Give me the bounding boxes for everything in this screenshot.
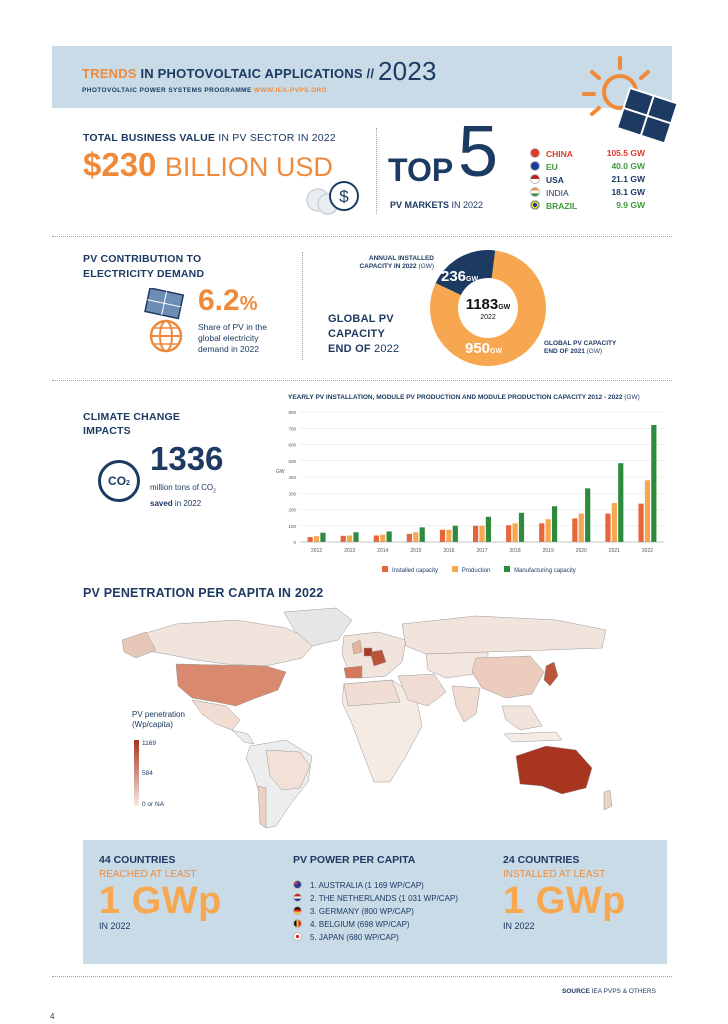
market-value: 21.1 GW: [611, 174, 645, 184]
co2-icon: [98, 460, 140, 502]
bar-manufacturing-capacity: [552, 506, 557, 542]
right-big: 1 GWp: [503, 880, 626, 922]
power-per-capita-title: PV POWER PER CAPITA: [293, 854, 416, 866]
map-country-japan: [544, 662, 558, 686]
top5-caption-bold: PV MARKETS: [390, 200, 450, 210]
map-country-chile: [258, 786, 266, 828]
co2-description: [150, 482, 216, 509]
eu-flag-icon: [530, 161, 540, 171]
previous-label-line: END OF 2021: [544, 348, 585, 355]
bar-installed-capacity: [308, 537, 313, 542]
y-axis-label: GW: [276, 469, 285, 475]
india-flag-icon: [530, 187, 540, 197]
netherlands-flag-icon: [293, 893, 302, 902]
page-title: [82, 56, 437, 87]
map-legend-title-line: (Wp/capita): [132, 720, 173, 729]
market-name: INDIA: [546, 188, 569, 198]
bar-production: [612, 503, 617, 542]
belgium-flag-icon: [293, 919, 302, 928]
market-row: [530, 174, 645, 185]
market-name: CHINA: [546, 149, 573, 159]
x-tick-label: 2012: [310, 548, 323, 554]
business-value-label: [83, 132, 336, 144]
map-region-central-america: [232, 730, 254, 744]
contribution-title-line: PV CONTRIBUTION TO: [83, 253, 202, 265]
yearly-pv-bar-chart: [270, 404, 670, 560]
y-tick-label: 200: [288, 507, 296, 513]
title-rest: IN PHOTOVOLTAIC APPLICATIONS //: [140, 66, 375, 81]
x-tick-label: 2019: [542, 548, 554, 554]
legend-swatch: [504, 566, 510, 572]
market-row: [530, 200, 645, 211]
ranking-row: [293, 893, 458, 903]
x-tick-label: 2013: [344, 548, 356, 554]
bar-manufacturing-capacity: [453, 526, 458, 542]
ranking-label: 3. GERMANY (800 WP/CAP): [310, 907, 414, 916]
ranking-label: 2. THE NETHERLANDS (1 031 WP/CAP): [310, 894, 458, 903]
header-subtitle: [82, 87, 327, 94]
left-reached: REACHED AT LEAST: [99, 869, 197, 880]
bar-manufacturing-capacity: [387, 531, 392, 542]
bar-production: [314, 536, 319, 542]
co2-desc-sub: 2: [213, 488, 216, 495]
y-tick-label: 100: [288, 523, 296, 529]
bar-production: [347, 536, 352, 543]
annual-value: [441, 268, 478, 286]
bar-manufacturing-capacity: [420, 527, 425, 542]
right-summary: [503, 854, 626, 931]
bar-manufacturing-capacity: [585, 488, 590, 542]
y-tick-label: 300: [288, 491, 296, 497]
co2-icon-sub: 2: [126, 480, 130, 487]
bar-manufacturing-capacity: [651, 425, 656, 542]
co2-value: 1336: [150, 440, 224, 477]
center-year: 2022: [480, 314, 496, 321]
annual-label-unit: (GW): [418, 263, 434, 270]
top5-heading: [388, 152, 453, 189]
bar-installed-capacity: [473, 526, 478, 542]
separator: [376, 128, 377, 214]
market-row: [530, 161, 645, 172]
map-legend-max: 1169: [142, 740, 156, 747]
top5-caption-rest: IN 2022: [451, 200, 484, 210]
map-legend-gradient: [134, 740, 139, 806]
bar-manufacturing-capacity: [618, 463, 623, 542]
bar-production: [579, 514, 584, 542]
bar-installed-capacity: [506, 525, 511, 542]
share-desc-line: demand in 2022: [198, 344, 259, 354]
right-installed: INSTALLED AT LEAST: [503, 869, 606, 880]
market-value: 9.9 GW: [616, 200, 645, 210]
y-tick-label: 500: [288, 458, 296, 464]
map-region-north-africa: [344, 680, 400, 706]
ranking-label: 1. AUSTRALIA (1 169 WP/CAP): [310, 881, 424, 890]
left-summary: [99, 854, 222, 931]
y-tick-label: 600: [288, 442, 296, 448]
bar-manufacturing-capacity: [486, 517, 491, 542]
co2-icon-text: CO: [108, 474, 127, 488]
market-row: [530, 187, 645, 198]
separator: [302, 252, 303, 360]
bar-installed-capacity: [638, 504, 643, 542]
map-country-india: [452, 686, 480, 722]
bar-manufacturing-capacity: [519, 513, 524, 542]
map-country-australia: [516, 746, 592, 794]
summary-box: [83, 840, 667, 964]
japan-flag-icon: [293, 932, 302, 941]
business-label-bold: TOTAL BUSINESS VALUE: [83, 132, 216, 144]
market-name: BRAZIL: [546, 201, 578, 211]
market-name: EU: [546, 162, 558, 172]
brazil-flag-icon: [530, 200, 540, 210]
center-number: 1183: [465, 296, 499, 313]
map-legend-title-line: PV penetration: [132, 710, 185, 719]
business-amount: $230: [83, 146, 157, 183]
bar-production: [546, 519, 551, 542]
capacity-title-year: 2022: [374, 343, 400, 355]
legend-swatch: [382, 566, 388, 572]
previous-value: [465, 340, 502, 358]
bar-installed-capacity: [440, 530, 445, 542]
map-legend-min: 0 or NA: [142, 801, 165, 808]
bar-production: [413, 532, 418, 542]
market-row: [530, 148, 645, 159]
business-unit: BILLION USD: [164, 152, 333, 182]
business-label-rest: IN PV SECTOR IN 2022: [218, 132, 336, 144]
subtitle-programme: PHOTOVOLTAIC POWER SYSTEMS PROGRAMME: [82, 87, 252, 94]
bar-production: [479, 526, 484, 542]
previous-label-unit: (GW): [586, 348, 603, 355]
annual-label-line: CAPACITY IN 2022: [359, 263, 417, 270]
top5-number: 5: [458, 112, 499, 192]
share-number: 6.2: [198, 284, 240, 317]
y-tick-label: 700: [288, 426, 296, 432]
bar-installed-capacity: [341, 536, 346, 542]
contribution-title-line: ELECTRICITY DEMAND: [83, 268, 205, 280]
top5-caption: [390, 200, 483, 210]
bar-production: [380, 535, 385, 542]
market-value: 105.5 GW: [606, 148, 645, 158]
germany-flag-icon: [293, 906, 302, 915]
top-word: TOP: [388, 152, 454, 188]
ranking-label: 4. BELGIUM (698 WP/CAP): [310, 920, 410, 929]
center-unit: GW: [498, 304, 511, 311]
annual-unit: GW: [466, 276, 479, 283]
co2-desc-rest: in 2022: [174, 498, 202, 508]
legend-item: [504, 568, 576, 574]
capacity-title: [328, 312, 399, 357]
market-value: 18.1 GW: [611, 187, 645, 197]
x-tick-label: 2021: [608, 548, 620, 554]
legend-swatch: [452, 566, 458, 572]
legend-item: [382, 568, 438, 574]
top5-market-list: [530, 148, 650, 212]
map-region-indonesia: [504, 732, 562, 742]
map-country-china: [472, 656, 544, 698]
header-banner: [52, 46, 672, 108]
world-map: [116, 606, 620, 836]
right-count: 24 COUNTRIES: [503, 854, 580, 866]
x-tick-label: 2014: [377, 548, 389, 554]
bar-installed-capacity: [572, 518, 577, 542]
x-tick-label: 2018: [509, 548, 521, 554]
bar-manufacturing-capacity: [320, 533, 325, 542]
left-big: 1 GWp: [99, 880, 222, 922]
title-trends: TRENDS: [82, 66, 137, 81]
solar-panel-sun-icon: [580, 50, 690, 146]
usa-flag-icon: [530, 174, 540, 184]
ranking-list: [293, 880, 493, 950]
map-country-netherlands: [364, 648, 372, 656]
map-country-canada: [136, 620, 316, 666]
bar-installed-capacity: [605, 514, 610, 542]
previous-number: 950: [465, 340, 491, 357]
x-tick-label: 2017: [476, 548, 488, 554]
pv-share: [198, 284, 258, 318]
chart-title: [288, 394, 640, 401]
market-value: 40.0 GW: [611, 161, 645, 171]
share-desc-line: Share of PV in the: [198, 322, 267, 332]
previous-capacity-label: [544, 340, 616, 356]
business-value: [83, 146, 333, 184]
annual-capacity-label: [346, 255, 434, 271]
bar-production: [645, 480, 650, 542]
previous-label-line: GLOBAL PV CAPACITY: [544, 340, 617, 347]
map-title: PV PENETRATION PER CAPITA IN 2022: [83, 586, 324, 600]
chart-title-unit: (GW): [624, 394, 640, 401]
x-tick-label: 2022: [641, 548, 654, 554]
chart-legend: [382, 566, 576, 574]
china-flag-icon: [530, 148, 540, 158]
capacity-title-line: CAPACITY: [328, 328, 386, 340]
share-percent: %: [239, 293, 258, 315]
co2-desc-text: million tons of CO: [150, 483, 214, 492]
bar-installed-capacity: [407, 534, 412, 542]
coins-dollar-icon: [304, 180, 362, 216]
left-year: IN 2022: [99, 921, 131, 931]
climate-title: [83, 410, 180, 438]
bar-installed-capacity: [374, 536, 379, 543]
source-rest: IEA PVPS & OTHERS: [591, 988, 656, 995]
title-year: 2023: [378, 56, 437, 86]
map-region-southeast-asia: [502, 706, 542, 730]
page-number: 4: [50, 1012, 55, 1021]
capacity-title-bold: END OF: [328, 343, 371, 355]
y-tick-label: 800: [288, 410, 296, 415]
bar-manufacturing-capacity: [353, 532, 358, 542]
source-note: [562, 988, 656, 995]
ranking-row: [293, 932, 399, 942]
australia-flag-icon: [293, 880, 302, 889]
source-bold: SOURCE: [562, 988, 590, 995]
co2-desc-bold: saved: [150, 498, 173, 508]
share-desc-line: global electricity: [198, 333, 259, 343]
legend-label: Manufacturing capacity: [514, 568, 576, 574]
svg-text:$: $: [339, 187, 349, 206]
climate-title-line: IMPACTS: [83, 425, 131, 437]
bar-production: [512, 523, 517, 542]
contribution-title: [83, 252, 204, 282]
bar-production: [446, 530, 451, 542]
center-value: [458, 296, 518, 321]
right-year: IN 2022: [503, 921, 535, 931]
section-divider: [52, 236, 672, 237]
bar-installed-capacity: [539, 523, 544, 542]
map-country-spain: [344, 666, 362, 678]
legend-item: [452, 568, 491, 574]
map-country-new-zealand: [604, 790, 612, 810]
ranking-row: [293, 906, 414, 916]
legend-label: Production: [461, 568, 491, 574]
map-legend-mid: 584: [142, 770, 153, 777]
subtitle-url: WWW.IEA-PVPS.ORG: [253, 87, 328, 94]
ranking-row: [293, 919, 410, 929]
map-legend-title: [132, 710, 185, 730]
annual-number: 236: [441, 268, 467, 285]
section-divider: [52, 976, 672, 977]
ranking-row: [293, 880, 424, 890]
annual-label-line: ANNUAL INSTALLED: [368, 255, 434, 262]
section-divider: [52, 380, 672, 381]
ranking-label: 5. JAPAN (680 WP/CAP): [310, 933, 399, 942]
market-name: USA: [546, 175, 564, 185]
x-tick-label: 2020: [575, 548, 587, 554]
previous-unit: GW: [490, 348, 503, 355]
map-country-usa: [176, 664, 286, 706]
x-tick-label: 2015: [410, 548, 422, 554]
capacity-title-line: GLOBAL PV: [328, 313, 394, 325]
legend-label: Installed capacity: [392, 568, 439, 574]
share-description: [198, 322, 267, 355]
y-tick-label: 400: [288, 475, 296, 480]
y-tick-label: 0: [293, 540, 296, 545]
climate-title-line: CLIMATE CHANGE: [83, 411, 181, 423]
chart-title-text: YEARLY PV INSTALLATION, MODULE PV PRODUCTION AND MODULE PRODUCTION CAPACITY 2012 - 2022: [288, 394, 623, 401]
left-count: 44 COUNTRIES: [99, 854, 176, 866]
x-tick-label: 2016: [443, 548, 455, 554]
map-region-russia: [402, 616, 606, 654]
globe-solar-panel-icon: [140, 288, 194, 356]
